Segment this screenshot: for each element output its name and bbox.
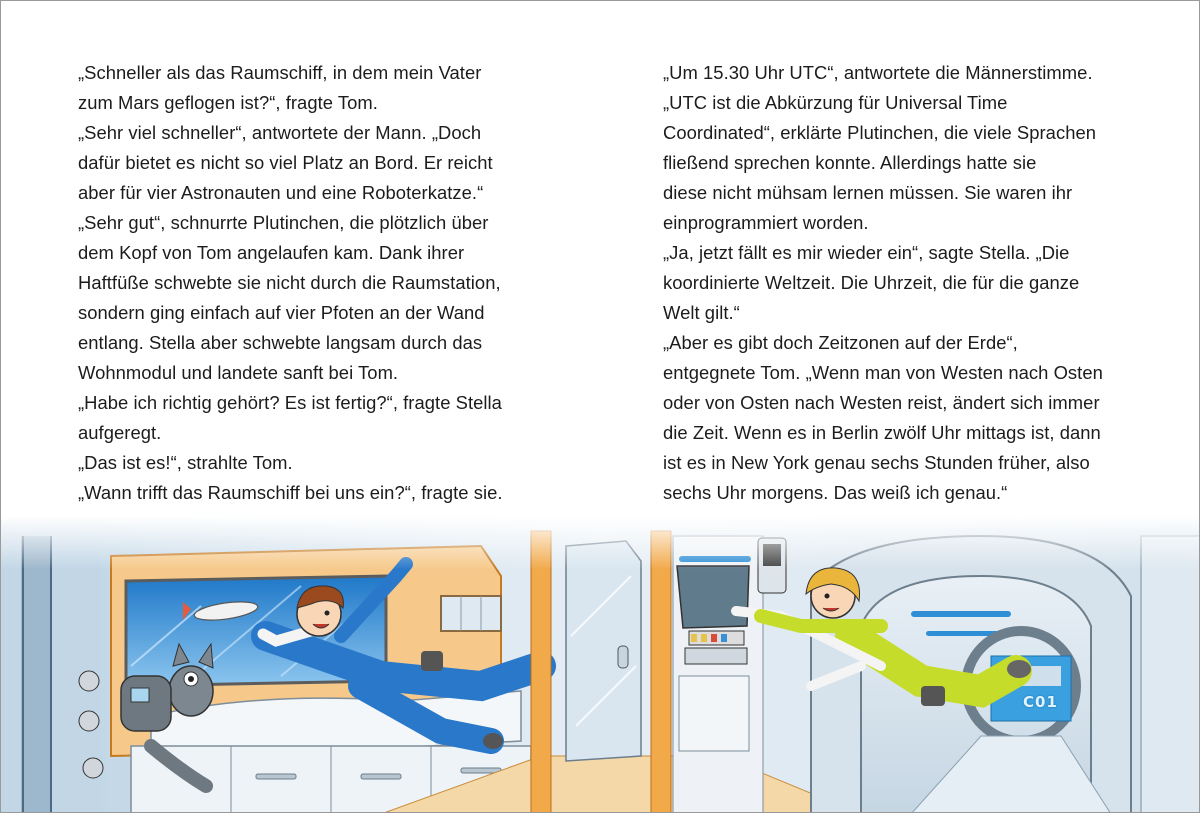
text-line: „Sehr viel schneller“, antwortete der Mann. „Doch [78, 122, 482, 143]
text-line: „Wann trifft das Raumschiff bei uns ein?“, fragte sie. [78, 482, 503, 503]
text-line: sechs Uhr morgens. Das weiß ich genau.“ [663, 482, 1008, 503]
text-line: einprogrammiert worden. [663, 212, 869, 233]
text-line: koordinierte Weltzeit. Die Uhrzeit, die für die ganze [663, 272, 1080, 293]
text-line: zum Mars geflogen ist?“, fragte Tom. [78, 92, 378, 113]
text-line: „Habe ich richtig gehört? Es ist fertig?“, fragte Stella [78, 392, 502, 413]
text-line: Wohnmodul und landete sanft bei Tom. [78, 362, 399, 383]
text-line: dem Kopf von Tom angelaufen kam. Dank ihrer [78, 242, 465, 263]
text-line: aufgeregt. [78, 422, 162, 443]
text-line: Coordinated“, erklärte Plutinchen, die viele Sprachen [663, 122, 1097, 143]
text-line: diese nicht mühsam lernen müssen. Sie waren ihr [663, 182, 1073, 203]
text-line: dafür bietet es nicht so viel Platz an Bord. Er reicht [78, 152, 493, 173]
text-line: Haftfüße schwebte sie nicht durch die Raumstation, [78, 272, 501, 293]
text-line: „UTC ist die Abkürzung für Universal Time [663, 92, 1008, 113]
text-line: „Um 15.30 Uhr UTC“, antwortete die Männerstimme. [663, 62, 1093, 83]
text-line: sondern ging einfach auf vier Pfoten an der Wand [78, 302, 485, 323]
text-line: entgegnete Tom. „Wenn man von Westen nach Osten [663, 362, 1103, 383]
text-line: aber für vier Astronauten und eine Roboterkatze.“ [78, 182, 484, 203]
text-line: Welt gilt.“ [663, 302, 740, 323]
left-text-column [78, 58, 558, 508]
text-line: „Das ist es!“, strahlte Tom. [78, 452, 293, 473]
text-line: „Sehr gut“, schnurrte Plutinchen, die plötzlich über [78, 212, 489, 233]
text-line: entlang. Stella aber schwebte langsam durch das [78, 332, 483, 353]
text-line: „Schneller als das Raumschiff, in dem mein Vater [78, 62, 482, 83]
text-line: oder von Osten nach Westen reist, ändert sich immer [663, 392, 1100, 413]
text-line: fließend sprechen konnte. Allerdings hatte sie [663, 152, 1037, 173]
hatch-label-c01: C01 [1023, 693, 1058, 711]
text-line: „Aber es gibt doch Zeitzonen auf der Erde“, [663, 332, 1018, 353]
text-line: ist es in New York genau sechs Stunden früher, also [663, 452, 1090, 473]
space-station-illustration [1, 516, 1200, 813]
right-text-column [663, 58, 1133, 508]
text-line: die Zeit. Wenn es in Berlin zwölf Uhr mittags ist, dann [663, 422, 1101, 443]
text-line: „Ja, jetzt fällt es mir wieder ein“, sagte Stella. „Die [663, 242, 1070, 263]
